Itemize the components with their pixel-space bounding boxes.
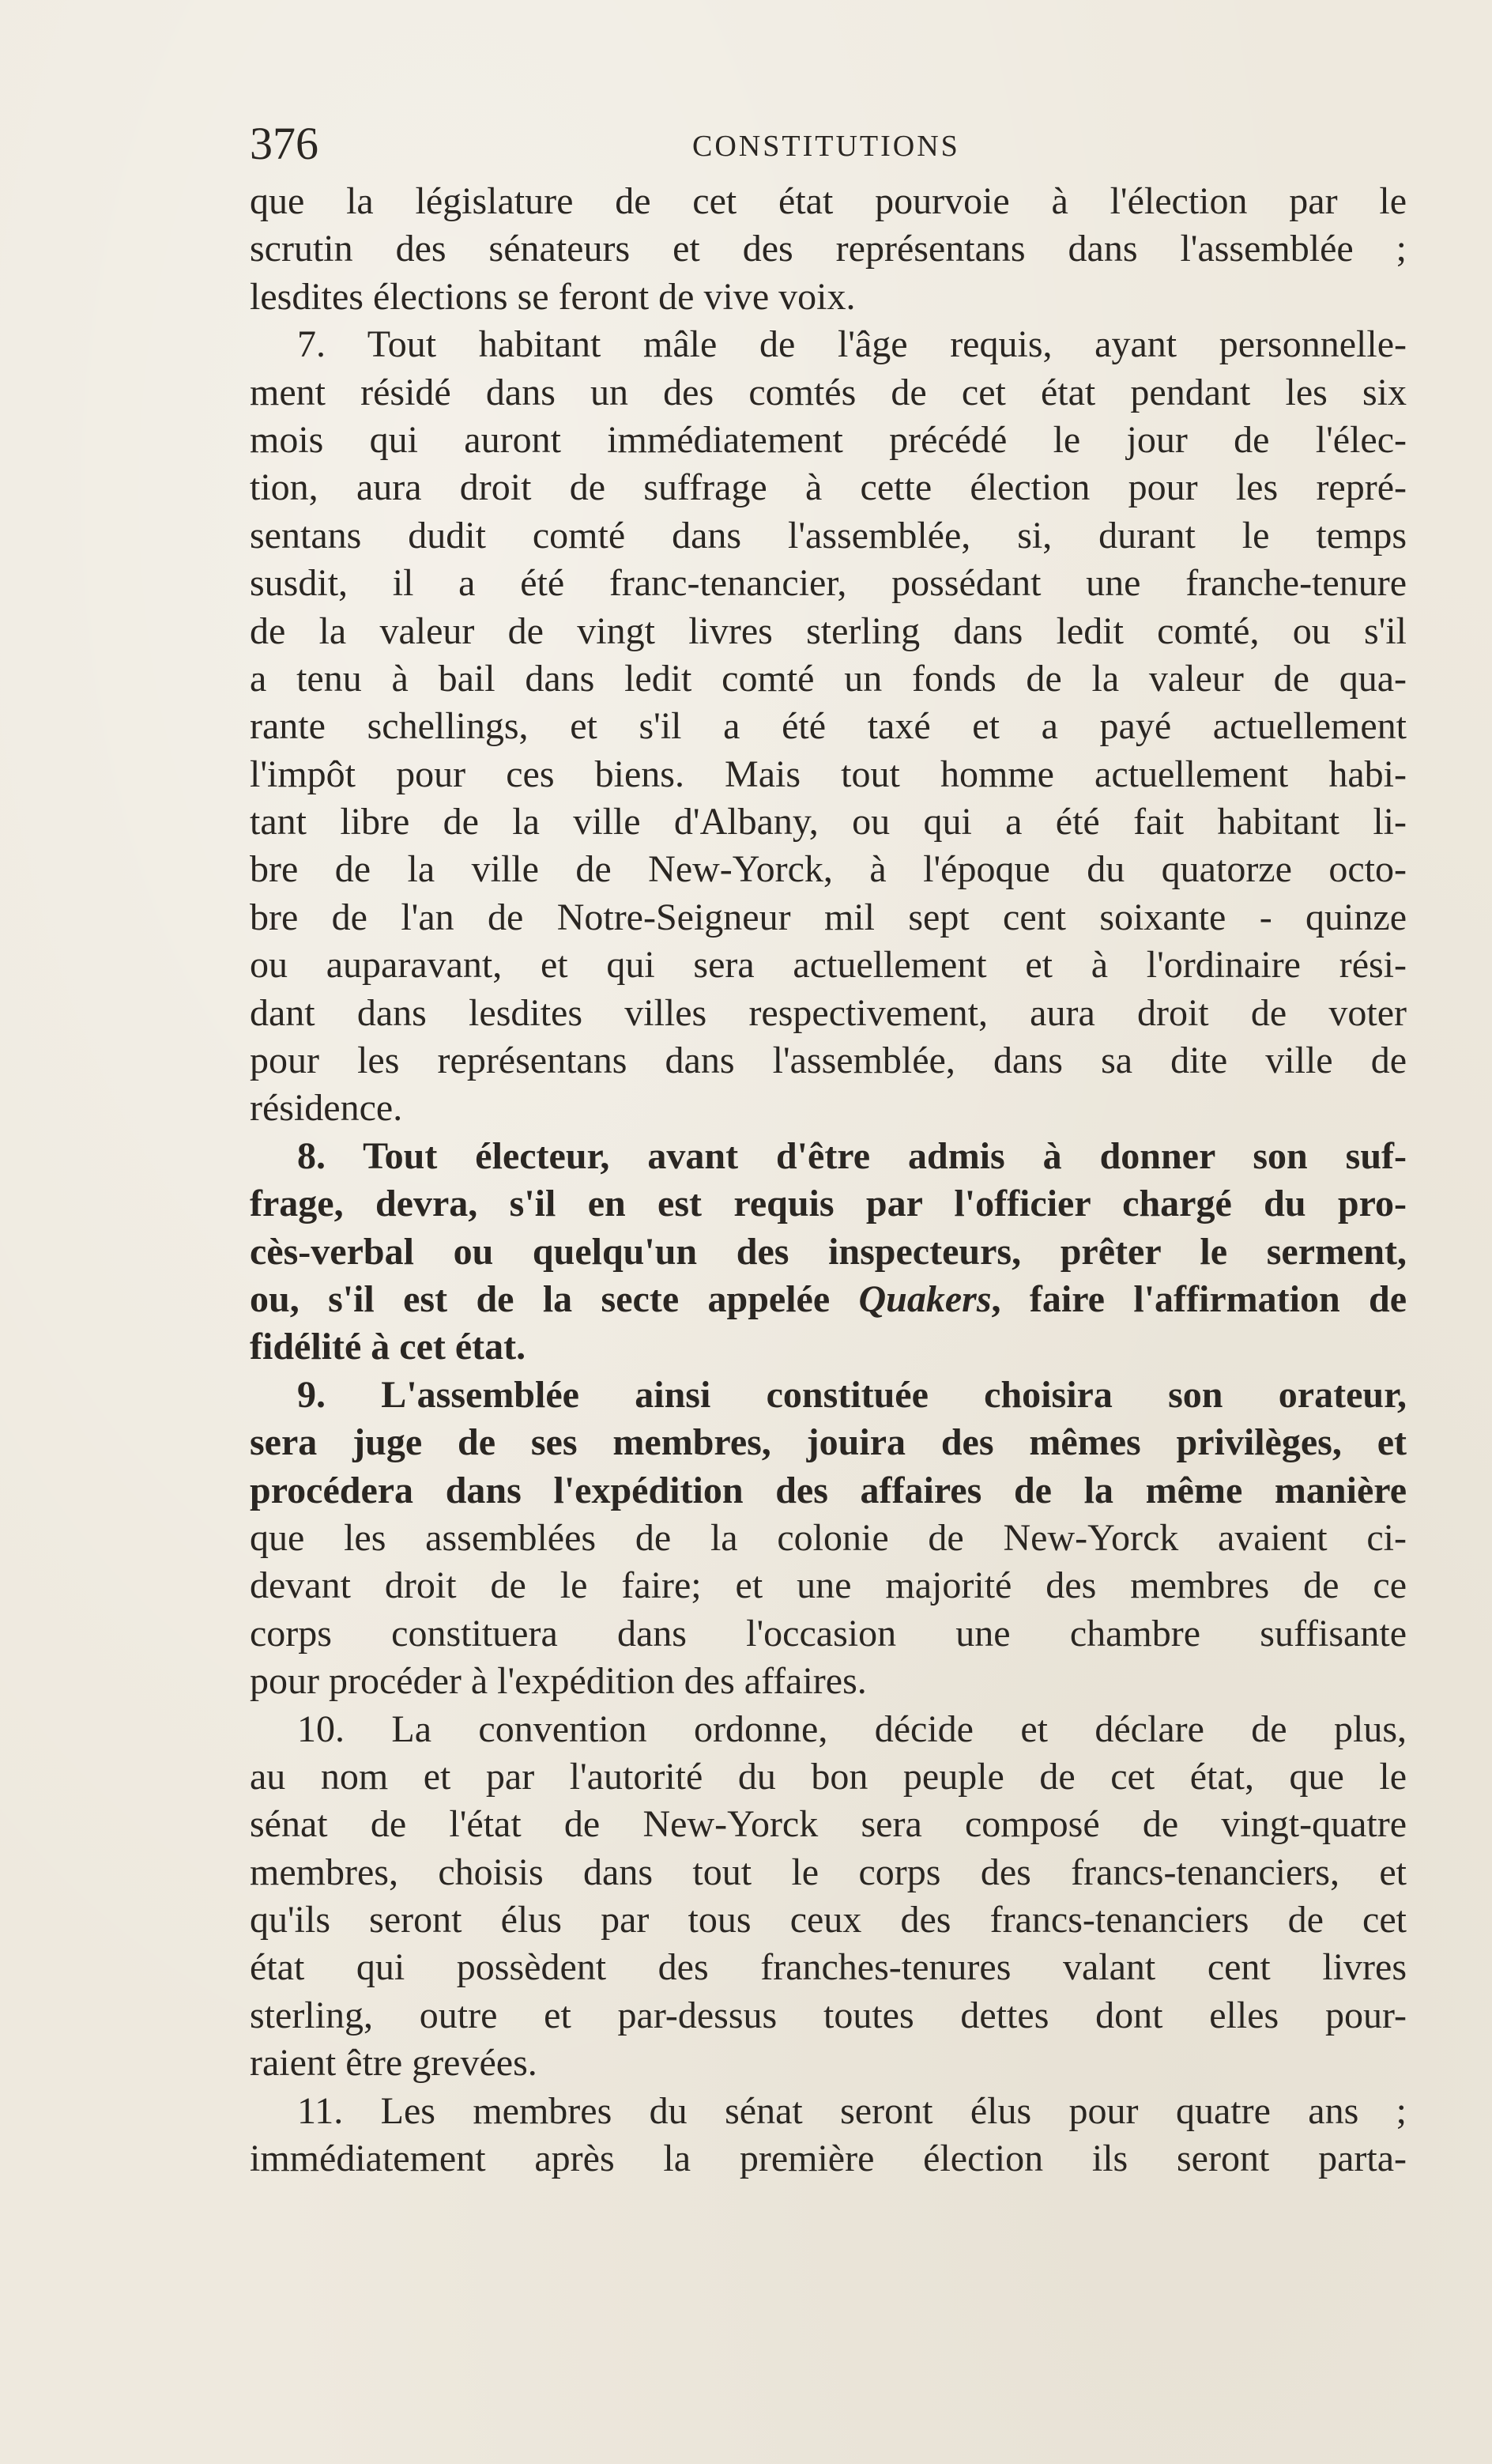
text-line: a tenu à bail dans ledit comté un fonds de la valeur de qua- <box>250 657 1407 700</box>
text-line: corps constituera dans l'occasion une chambre suffisante <box>250 1612 1407 1655</box>
text-line: sterling, outre et par-dessus toutes dettes dont elles pour- <box>250 1994 1407 2036</box>
text-line: ou auparavant, et qui sera actuellement et à l'ordinaire rési- <box>250 944 1407 987</box>
text-line-with-italic <box>250 1276 1407 1323</box>
text-line: sera juge de ses membres, jouira des mêmes privilèges, et <box>250 1421 1407 1464</box>
text-line: raient être grevées. <box>250 2042 537 2085</box>
text-line: procédera dans l'expédition des affaires de la même manière <box>250 1469 1407 1511</box>
text-line: rante schellings, et s'il a été taxé et a payé actuellement <box>250 705 1407 748</box>
text-line: résidence. <box>250 1087 403 1130</box>
page-number: 376 <box>250 118 318 169</box>
text-line: au nom et par l'autorité du bon peuple de cet état, que le <box>250 1755 1407 1798</box>
text-segment: , faire l'affirmation de <box>991 1277 1407 1320</box>
text-line: tant libre de la ville d'Albany, ou qui a été fait habitant li- <box>250 801 1407 843</box>
text-line: lesdites élections se feront de vive voix. <box>250 275 856 318</box>
italic-term-quakers: Quakers <box>858 1277 992 1320</box>
text-line: susdit, il a été franc-tenancier, possédant une franche-tenure <box>250 562 1407 605</box>
running-head: CONSTITUTIONS <box>692 130 960 163</box>
paragraph-11-start: 11. Les membres du sénat seront élus pour quatre ans ; <box>297 2089 1407 2132</box>
text-line: fidélité à cet état. <box>250 1326 526 1368</box>
text-line: immédiatement après la première élection ils seront parta- <box>250 2138 1407 2180</box>
text-line: mois qui auront immédiatement précédé le jour de l'élec- <box>250 418 1407 461</box>
paragraph-10-start: 10. La convention ordonne, décide et déclare de plus, <box>297 1707 1407 1750</box>
text-line: tion, aura droit de suffrage à cette élection pour les repré- <box>250 466 1407 509</box>
text-line: membres, choisis dans tout le corps des francs-tenanciers, et <box>250 1851 1407 1893</box>
text-line: sénat de l'état de New-Yorck sera composé de vingt-quatre <box>250 1803 1407 1846</box>
text-line: état qui possèdent des franches-tenures valant cent livres <box>250 1946 1407 1989</box>
text-line: que les assemblées de la colonie de New-Yorck avaient ci- <box>250 1516 1407 1559</box>
text-line: ment résidé dans un des comtés de cet état pendant les six <box>250 371 1407 413</box>
text-line: bre de la ville de New-Yorck, à l'époque du quatorze octo- <box>250 848 1407 891</box>
text-line: bre de l'an de Notre-Seigneur mil sept cent soixante - quinze <box>250 896 1407 938</box>
text-line: cès-verbal ou quelqu'un des inspecteurs, prêter le serment, <box>250 1230 1407 1273</box>
text-line: l'impôt pour ces biens. Mais tout homme actuellement habi- <box>250 753 1407 795</box>
text-line: dant dans lesdites villes respectivement, aura droit de voter <box>250 991 1407 1034</box>
paragraph-8-start: 8. Tout électeur, avant d'être admis à donner son suf- <box>297 1134 1407 1177</box>
text-line: scrutin des sénateurs et des représentans dans l'assemblée ; <box>250 228 1407 270</box>
body-text <box>250 178 1407 2183</box>
text-line: frage, devra, s'il en est requis par l'officier chargé du pro- <box>250 1183 1407 1225</box>
page-header <box>250 119 1403 169</box>
paragraph-9-start: 9. L'assemblée ainsi constituée choisira son orateur, <box>297 1373 1407 1416</box>
text-line: devant droit de le faire; et une majorité des membres de ce <box>250 1564 1407 1607</box>
text-line: sentans dudit comté dans l'assemblée, si, durant le temps <box>250 514 1407 557</box>
paragraph-7-start: 7. Tout habitant mâle de l'âge requis, ayant personnelle- <box>297 323 1407 366</box>
text-line: pour les représentans dans l'assemblée, dans sa dite ville de <box>250 1040 1407 1082</box>
text-line: que la législature de cet état pourvoie à l'élection par le <box>250 180 1407 222</box>
text-segment: ou, s'il est de la secte appelée <box>250 1277 859 1320</box>
text-line: qu'ils seront élus par tous ceux des francs-tenanciers de cet <box>250 1899 1407 1941</box>
text-line: de la valeur de vingt livres sterling dans ledit comté, ou s'il <box>250 609 1407 652</box>
text-line: pour procéder à l'expédition des affaires. <box>250 1660 867 1703</box>
